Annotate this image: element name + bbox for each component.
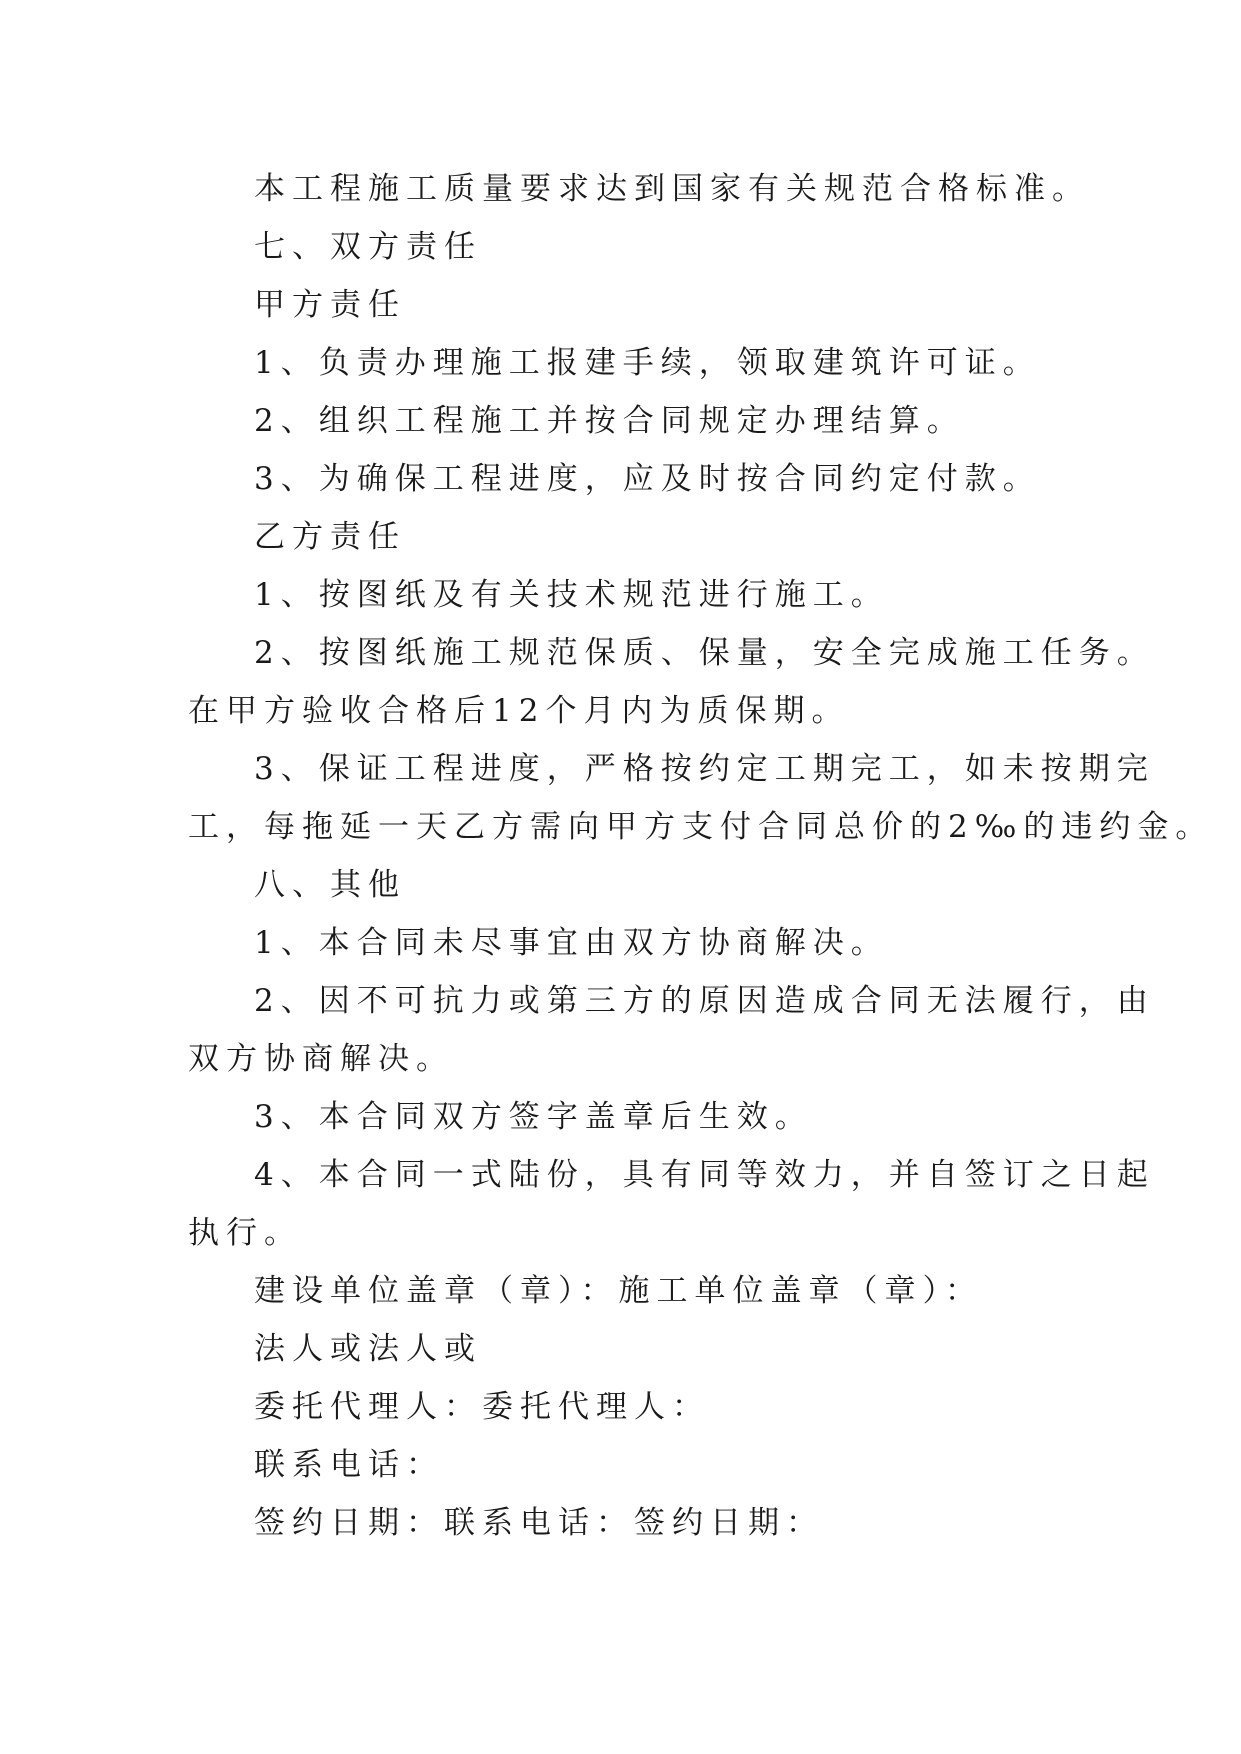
signature-date-line: 签约日期：联系电话：签约日期： [254, 1505, 824, 1541]
signature-seal-line: 建设单位盖章（章）：施工单位盖章（章）： [254, 1273, 983, 1309]
party-b-item-3: 3、保证工程进度，严格按约定工期完工，如未按期完 [254, 751, 1155, 787]
party-b-item-3-continued: 工，每拖延一天乙方需向甲方支付合同总价的2‰的违约金。 [188, 809, 1214, 845]
other-item-1: 1、本合同未尽事宜由双方协商解决。 [254, 925, 889, 961]
signature-agent-line: 委托代理人：委托代理人： [254, 1389, 710, 1425]
paragraph-quality-standard: 本工程施工质量要求达到国家有关规范合格标准。 [254, 171, 1090, 207]
other-item-2-continued: 双方协商解决。 [188, 1041, 454, 1077]
section-heading-responsibilities: 七、双方责任 [254, 229, 482, 265]
party-a-item-1: 1、负责办理施工报建手续，领取建筑许可证。 [254, 345, 1041, 381]
subheading-party-a: 甲方责任 [254, 287, 406, 323]
party-b-item-2: 2、按图纸施工规范保质、保量，安全完成施工任务。 [254, 635, 1155, 671]
party-b-item-2-continued: 在甲方验收合格后12个月内为质保期。 [188, 693, 850, 729]
party-a-item-2: 2、组织工程施工并按合同规定办理结算。 [254, 403, 965, 439]
other-item-4: 4、本合同一式陆份，具有同等效力，并自签订之日起 [254, 1157, 1155, 1193]
party-a-item-3: 3、为确保工程进度，应及时按合同约定付款。 [254, 461, 1041, 497]
subheading-party-b: 乙方责任 [254, 519, 406, 555]
section-heading-other: 八、其他 [254, 867, 406, 903]
signature-legal-person-line: 法人或法人或 [254, 1331, 482, 1367]
document-body [188, 160, 1214, 1552]
other-item-3: 3、本合同双方签字盖章后生效。 [254, 1099, 813, 1135]
other-item-4-continued: 执行。 [188, 1215, 302, 1251]
other-item-2: 2、因不可抗力或第三方的原因造成合同无法履行，由 [254, 983, 1155, 1019]
party-b-item-1: 1、按图纸及有关技术规范进行施工。 [254, 577, 889, 613]
signature-phone-line: 联系电话： [254, 1447, 444, 1483]
